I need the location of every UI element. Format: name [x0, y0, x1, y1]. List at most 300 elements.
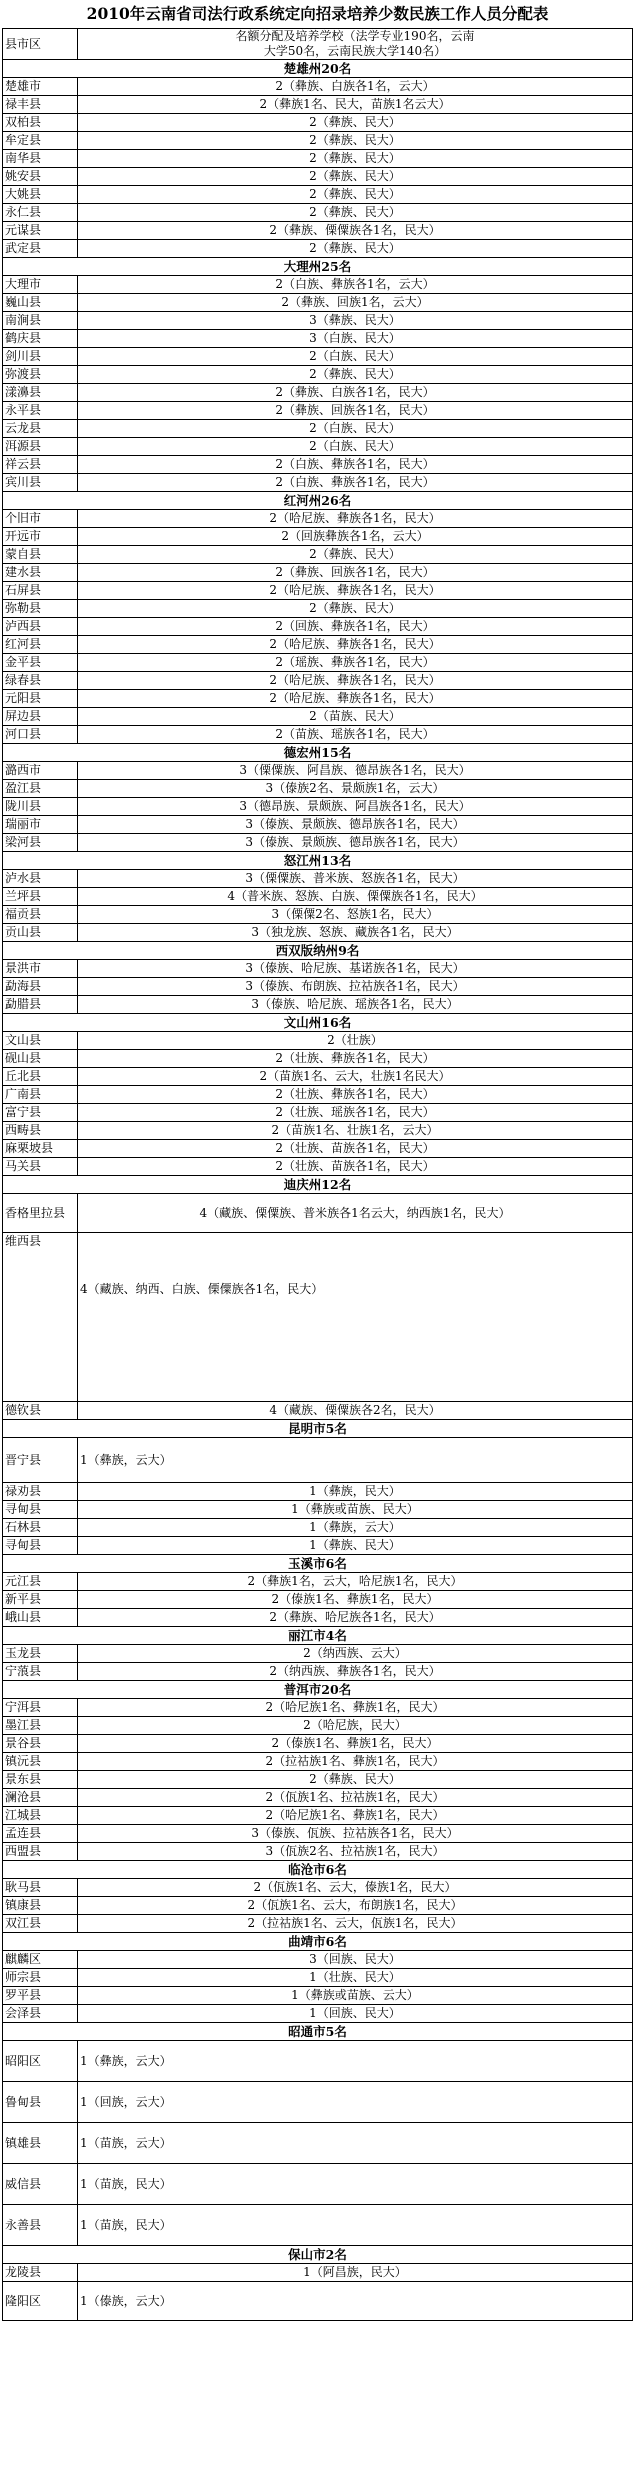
- county-cell: 勐海县: [3, 978, 78, 996]
- county-cell: 新平县: [3, 1591, 78, 1609]
- allocation-cell: 2（彝族、回族1名，云大）: [78, 294, 633, 312]
- table-row: [3, 1753, 633, 1771]
- table-row: [3, 2005, 633, 2023]
- table-row: [3, 438, 633, 456]
- section-title: 普洱市20名: [3, 1681, 633, 1699]
- allocation-cell: 1（彝族，云大）: [78, 2041, 633, 2082]
- county-cell: 盈江县: [3, 780, 78, 798]
- table-row: [3, 996, 633, 1014]
- table-row: [3, 654, 633, 672]
- table-row: [3, 1233, 633, 1402]
- table-row: [3, 1609, 633, 1627]
- allocation-table: [2, 28, 633, 2321]
- allocation-cell: 2（哈尼族、彝族各1名，民大）: [78, 582, 633, 600]
- table-row: [3, 78, 633, 96]
- table-row: [3, 1735, 633, 1753]
- table-row: [3, 618, 633, 636]
- allocation-cell: 2（苗族、民大）: [78, 708, 633, 726]
- allocation-cell: 3（独龙族、怒族、藏族各1名，民大）: [78, 924, 633, 942]
- table-row: [3, 546, 633, 564]
- allocation-cell: 2（壮族、苗族各1名，民大）: [78, 1140, 633, 1158]
- allocation-cell: 3（佤族2名、拉祜族1名，民大）: [78, 1843, 633, 1861]
- table-row: [3, 1122, 633, 1140]
- county-cell: 双柏县: [3, 114, 78, 132]
- table-row: [3, 1438, 633, 1483]
- page-title: 2010年云南省司法行政系统定向招录培养少数民族工作人员分配表: [86, 4, 549, 23]
- header-allocation-line1: 名额分配及培养学校（法学专业190名，云南: [235, 29, 475, 43]
- allocation-cell: 3（回族、民大）: [78, 1951, 633, 1969]
- county-cell: 洱源县: [3, 438, 78, 456]
- allocation-cell: 2（彝族1名，云大，哈尼族1名，民大）: [78, 1573, 633, 1591]
- table-row: [3, 348, 633, 366]
- allocation-cell: 1（彝族，云大）: [78, 1519, 633, 1537]
- county-cell: 孟连县: [3, 1825, 78, 1843]
- section-title: 昭通市5名: [3, 2023, 633, 2041]
- county-cell: 祥云县: [3, 456, 78, 474]
- table-row: [3, 924, 633, 942]
- table-row: [3, 1402, 633, 1420]
- section-header-row: [3, 1014, 633, 1032]
- allocation-cell: 1（傣族，云大）: [78, 2282, 633, 2321]
- county-cell: 屏边县: [3, 708, 78, 726]
- county-cell: 泸西县: [3, 618, 78, 636]
- county-cell: 绿春县: [3, 672, 78, 690]
- county-cell: 楚雄市: [3, 78, 78, 96]
- section-header-row: [3, 2246, 633, 2264]
- allocation-cell: 2（壮族、瑶族各1名，民大）: [78, 1104, 633, 1122]
- table-row: [3, 312, 633, 330]
- county-cell: 大姚县: [3, 186, 78, 204]
- allocation-cell: 2（彝族、白族各1名，云大）: [78, 78, 633, 96]
- allocation-cell: 2（壮族）: [78, 1032, 633, 1050]
- table-row: [3, 1789, 633, 1807]
- table-row: [3, 1987, 633, 2005]
- table-row: [3, 708, 633, 726]
- county-cell: 石屏县: [3, 582, 78, 600]
- table-row: [3, 2123, 633, 2164]
- county-cell: 红河县: [3, 636, 78, 654]
- county-cell: 漾濞县: [3, 384, 78, 402]
- allocation-cell: 2（哈尼族、彝族各1名，民大）: [78, 636, 633, 654]
- section-title: 玉溪市6名: [3, 1555, 633, 1573]
- table-row: [3, 1050, 633, 1068]
- table-row: [3, 600, 633, 618]
- allocation-cell: 3（傈僳族、阿昌族、德昂族各1名，民大）: [78, 762, 633, 780]
- section-title: 昆明市5名: [3, 1420, 633, 1438]
- section-title: 迪庆州12名: [3, 1176, 633, 1194]
- county-cell: 宁蒗县: [3, 1663, 78, 1681]
- county-cell: 玉龙县: [3, 1645, 78, 1663]
- allocation-cell: 2（彝族、民大）: [78, 132, 633, 150]
- table-row: [3, 150, 633, 168]
- section-header-row: [3, 1627, 633, 1645]
- table-row: [3, 1879, 633, 1897]
- table-row: [3, 1807, 633, 1825]
- county-cell: 威信县: [3, 2164, 78, 2205]
- section-title: 德宏州15名: [3, 744, 633, 762]
- header-allocation-line2: 大学50名，云南民族大学140名）: [263, 44, 447, 58]
- county-cell: 贡山县: [3, 924, 78, 942]
- table-row: [3, 1068, 633, 1086]
- table-row: [3, 1591, 633, 1609]
- table-row: [3, 564, 633, 582]
- table-row: [3, 1645, 633, 1663]
- county-cell: 寻甸县: [3, 1501, 78, 1519]
- table-row: [3, 114, 633, 132]
- allocation-cell: 3（傈僳2名、怒族1名，民大）: [78, 906, 633, 924]
- allocation-cell: 1（彝族、民大）: [78, 1537, 633, 1555]
- allocation-cell: 2（苗族、瑶族各1名，民大）: [78, 726, 633, 744]
- county-cell: 元江县: [3, 1573, 78, 1591]
- allocation-cell: 2（哈尼族1名、彝族1名，民大）: [78, 1699, 633, 1717]
- allocation-cell: 2（白族、彝族各1名，民大）: [78, 456, 633, 474]
- table-row: [3, 726, 633, 744]
- county-cell: 耿马县: [3, 1879, 78, 1897]
- allocation-table-body: [3, 29, 633, 2321]
- allocation-cell: 3（傣族、哈尼族、瑶族各1名，民大）: [78, 996, 633, 1014]
- allocation-cell: 2（佤族1名、拉祜族1名，民大）: [78, 1789, 633, 1807]
- table-row: [3, 420, 633, 438]
- allocation-cell: 1（阿昌族，民大）: [78, 2264, 633, 2282]
- allocation-cell: 1（彝族或苗族、民大）: [78, 1501, 633, 1519]
- allocation-cell: 2（白族、民大）: [78, 348, 633, 366]
- county-cell: 镇雄县: [3, 2123, 78, 2164]
- allocation-cell: 2（彝族、民大）: [78, 600, 633, 618]
- county-cell: 罗平县: [3, 1987, 78, 2005]
- allocation-cell: 2（彝族、白族各1名，民大）: [78, 384, 633, 402]
- section-header-row: [3, 942, 633, 960]
- table-row: [3, 528, 633, 546]
- allocation-cell: 2（纳西族、云大）: [78, 1645, 633, 1663]
- allocation-cell: 3（傣族、佤族、拉祜族各1名，民大）: [78, 1825, 633, 1843]
- table-row: [3, 1158, 633, 1176]
- county-cell: 德钦县: [3, 1402, 78, 1420]
- section-header-row: [3, 852, 633, 870]
- allocation-cell: 1（苗族，民大）: [78, 2205, 633, 2246]
- county-cell: 砚山县: [3, 1050, 78, 1068]
- section-header-row: [3, 744, 633, 762]
- section-title: 曲靖市6名: [3, 1933, 633, 1951]
- allocation-cell: 3（傣族、哈尼族、基诺族各1名，民大）: [78, 960, 633, 978]
- allocation-cell: 4（藏族、傈僳族、普米族各1名云大，纳西族1名，民大）: [78, 1194, 633, 1233]
- allocation-cell: 2（苗族1名、壮族1名，云大）: [78, 1122, 633, 1140]
- allocation-cell: 2（白族、民大）: [78, 420, 633, 438]
- allocation-cell: 2（彝族、哈尼族各1名，民大）: [78, 1609, 633, 1627]
- county-cell: 江城县: [3, 1807, 78, 1825]
- section-title: 楚雄州20名: [3, 60, 633, 78]
- allocation-cell: 4（普米族、怒族、白族、傈僳族各1名，民大）: [78, 888, 633, 906]
- county-cell: 南华县: [3, 150, 78, 168]
- section-title: 怒江州13名: [3, 852, 633, 870]
- table-row: [3, 276, 633, 294]
- county-cell: 梁河县: [3, 834, 78, 852]
- section-title: 红河州26名: [3, 492, 633, 510]
- county-cell: 宁洱县: [3, 1699, 78, 1717]
- table-row: [3, 1825, 633, 1843]
- table-row: [3, 870, 633, 888]
- allocation-cell: 3（傣族2名、景颇族1名，云大）: [78, 780, 633, 798]
- county-cell: 姚安县: [3, 168, 78, 186]
- county-cell: 大理市: [3, 276, 78, 294]
- county-cell: 禄丰县: [3, 96, 78, 114]
- table-row: [3, 204, 633, 222]
- county-cell: 勐腊县: [3, 996, 78, 1014]
- table-row: [3, 762, 633, 780]
- allocation-cell: 1（壮族、民大）: [78, 1969, 633, 1987]
- allocation-cell: 2（回族彝族各1名，云大）: [78, 528, 633, 546]
- table-row: [3, 834, 633, 852]
- table-row: [3, 2205, 633, 2246]
- section-title: 文山州16名: [3, 1014, 633, 1032]
- allocation-cell: 2（彝族、民大）: [78, 186, 633, 204]
- county-cell: 会泽县: [3, 2005, 78, 2023]
- table-row: [3, 330, 633, 348]
- allocation-cell: 2（拉祜族1名、彝族1名，民大）: [78, 1753, 633, 1771]
- allocation-cell: 2（傣族1名、彝族1名，民大）: [78, 1591, 633, 1609]
- table-row: [3, 294, 633, 312]
- county-cell: 宾川县: [3, 474, 78, 492]
- allocation-cell: 2（哈尼族、彝族各1名，民大）: [78, 672, 633, 690]
- county-cell: 永仁县: [3, 204, 78, 222]
- table-row: [3, 1194, 633, 1233]
- county-cell: 西盟县: [3, 1843, 78, 1861]
- allocation-cell: 2（壮族、苗族各1名，民大）: [78, 1158, 633, 1176]
- section-header-row: [3, 1933, 633, 1951]
- header-county: 县市区: [3, 29, 78, 60]
- county-cell: 剑川县: [3, 348, 78, 366]
- allocation-cell: 2（彝族、回族各1名，民大）: [78, 402, 633, 420]
- allocation-cell: 1（回族，云大）: [78, 2082, 633, 2123]
- table-row: [3, 1104, 633, 1122]
- section-header-row: [3, 1420, 633, 1438]
- allocation-cell: 2（纳西族、彝族各1名，民大）: [78, 1663, 633, 1681]
- allocation-cell: 2（哈尼族，民大）: [78, 1717, 633, 1735]
- county-cell: 维西县: [3, 1233, 78, 1402]
- county-cell: 景谷县: [3, 1735, 78, 1753]
- table-row: [3, 1519, 633, 1537]
- table-row: [3, 1663, 633, 1681]
- allocation-cell: 2（哈尼族、彝族各1名，民大）: [78, 510, 633, 528]
- allocation-cell: 3（白族、民大）: [78, 330, 633, 348]
- table-row: [3, 2082, 633, 2123]
- county-cell: 景东县: [3, 1771, 78, 1789]
- section-header-row: [3, 1861, 633, 1879]
- table-row: [3, 2264, 633, 2282]
- allocation-cell: 2（回族、彝族各1名，民大）: [78, 618, 633, 636]
- county-cell: 元阳县: [3, 690, 78, 708]
- county-cell: 石林县: [3, 1519, 78, 1537]
- county-cell: 金平县: [3, 654, 78, 672]
- table-row: [3, 132, 633, 150]
- county-cell: 永平县: [3, 402, 78, 420]
- table-row: [3, 1969, 633, 1987]
- allocation-cell: 2（彝族、民大）: [78, 546, 633, 564]
- table-row: [3, 582, 633, 600]
- county-cell: 蒙自县: [3, 546, 78, 564]
- table-row: [3, 1140, 633, 1158]
- allocation-cell: 2（彝族、民大）: [78, 366, 633, 384]
- table-row: [3, 168, 633, 186]
- table-row: [3, 1843, 633, 1861]
- county-cell: 丘北县: [3, 1068, 78, 1086]
- county-cell: 晋宁县: [3, 1438, 78, 1483]
- county-cell: 龙陵县: [3, 2264, 78, 2282]
- county-cell: 武定县: [3, 240, 78, 258]
- table-row: [3, 888, 633, 906]
- table-row: [3, 780, 633, 798]
- county-cell: 云龙县: [3, 420, 78, 438]
- county-cell: 西畴县: [3, 1122, 78, 1140]
- allocation-cell: 2（彝族、民大）: [78, 168, 633, 186]
- table-row: [3, 1573, 633, 1591]
- section-header-row: [3, 1176, 633, 1194]
- county-cell: 弥勒县: [3, 600, 78, 618]
- table-row: [3, 798, 633, 816]
- table-row: [3, 510, 633, 528]
- allocation-cell: 2（彝族、民大）: [78, 150, 633, 168]
- table-row: [3, 402, 633, 420]
- allocation-cell: 2（壮族、彝族各1名，民大）: [78, 1050, 633, 1068]
- allocation-cell: 3（傣族、景颇族、德昂族各1名，民大）: [78, 816, 633, 834]
- county-cell: 昭阳区: [3, 2041, 78, 2082]
- county-cell: 禄劝县: [3, 1483, 78, 1501]
- county-cell: 鹤庆县: [3, 330, 78, 348]
- table-row: [3, 1951, 633, 1969]
- county-cell: 双江县: [3, 1915, 78, 1933]
- allocation-cell: 2（佤族1名、云大，布朗族1名，民大）: [78, 1897, 633, 1915]
- table-row: [3, 906, 633, 924]
- county-cell: 广南县: [3, 1086, 78, 1104]
- table-row: [3, 690, 633, 708]
- section-header-row: [3, 1555, 633, 1573]
- table-row: [3, 960, 633, 978]
- section-header-row: [3, 492, 633, 510]
- allocation-cell: 1（彝族或苗族、云大）: [78, 1987, 633, 2005]
- section-title: 大理州25名: [3, 258, 633, 276]
- table-row: [3, 1699, 633, 1717]
- county-cell: 镇沅县: [3, 1753, 78, 1771]
- allocation-cell: 1（彝族，云大）: [78, 1438, 633, 1483]
- section-title: 丽江市4名: [3, 1627, 633, 1645]
- allocation-cell: 1（回族、民大）: [78, 2005, 633, 2023]
- allocation-cell: 2（白族、民大）: [78, 438, 633, 456]
- table-row: [3, 240, 633, 258]
- county-cell: 马关县: [3, 1158, 78, 1176]
- county-cell: 寻甸县: [3, 1537, 78, 1555]
- county-cell: 峨山县: [3, 1609, 78, 1627]
- table-row: [3, 2164, 633, 2205]
- county-cell: 开远市: [3, 528, 78, 546]
- allocation-cell: 3（德昂族、景颇族、阿昌族各1名，民大）: [78, 798, 633, 816]
- allocation-cell: 2（彝族、民大）: [78, 114, 633, 132]
- table-row: [3, 816, 633, 834]
- section-header-row: [3, 1681, 633, 1699]
- county-cell: 泸水县: [3, 870, 78, 888]
- allocation-cell: 2（彝族、民大）: [78, 240, 633, 258]
- county-cell: 墨江县: [3, 1717, 78, 1735]
- table-row: [3, 474, 633, 492]
- section-header-row: [3, 2023, 633, 2041]
- county-cell: 镇康县: [3, 1897, 78, 1915]
- table-row: [3, 1915, 633, 1933]
- county-cell: 福贡县: [3, 906, 78, 924]
- county-cell: 南涧县: [3, 312, 78, 330]
- county-cell: 元谋县: [3, 222, 78, 240]
- table-row: [3, 2041, 633, 2082]
- county-cell: 潞西市: [3, 762, 78, 780]
- table-row: [3, 222, 633, 240]
- allocation-cell: 1（苗族，民大）: [78, 2164, 633, 2205]
- table-row: [3, 1086, 633, 1104]
- table-row: [3, 1771, 633, 1789]
- allocation-cell: 2（彝族、回族各1名，民大）: [78, 564, 633, 582]
- allocation-cell: 4（藏族、纳西、白族、傈僳族各1名，民大）: [78, 1233, 633, 1402]
- section-title: 临沧市6名: [3, 1861, 633, 1879]
- allocation-cell: 1（彝族，民大）: [78, 1483, 633, 1501]
- allocation-cell: 2（白族、彝族各1名，民大）: [78, 474, 633, 492]
- county-cell: 巍山县: [3, 294, 78, 312]
- table-row: [3, 1501, 633, 1519]
- allocation-cell: 2（哈尼族1名、彝族1名，民大）: [78, 1807, 633, 1825]
- section-title: 保山市2名: [3, 2246, 633, 2264]
- allocation-cell: 2（苗族1名、云大，壮族1名民大）: [78, 1068, 633, 1086]
- county-cell: 富宁县: [3, 1104, 78, 1122]
- county-cell: 澜沧县: [3, 1789, 78, 1807]
- county-cell: 麻栗坡县: [3, 1140, 78, 1158]
- county-cell: 香格里拉县: [3, 1194, 78, 1233]
- table-row: [3, 672, 633, 690]
- county-cell: 永善县: [3, 2205, 78, 2246]
- allocation-cell: 3（傣族、布朗族、拉祜族各1名，民大）: [78, 978, 633, 996]
- allocation-cell: 4（藏族、傈僳族各2名，民大）: [78, 1402, 633, 1420]
- allocation-cell: 2（壮族、彝族各1名，民大）: [78, 1086, 633, 1104]
- allocation-cell: 2（瑶族、彝族各1名，民大）: [78, 654, 633, 672]
- table-row: [3, 186, 633, 204]
- table-row: [3, 2282, 633, 2321]
- county-cell: 文山县: [3, 1032, 78, 1050]
- table-row: [3, 1537, 633, 1555]
- allocation-cell: 2（彝族、傈僳族各1名，民大）: [78, 222, 633, 240]
- county-cell: 景洪市: [3, 960, 78, 978]
- allocation-cell: 2（彝族1名、民大，苗族1名云大）: [78, 96, 633, 114]
- section-header-row: [3, 258, 633, 276]
- county-cell: 个旧市: [3, 510, 78, 528]
- header-row: [3, 29, 633, 60]
- table-row: [3, 1032, 633, 1050]
- county-cell: 隆阳区: [3, 2282, 78, 2321]
- table-row: [3, 636, 633, 654]
- allocation-cell: 2（彝族、民大）: [78, 1771, 633, 1789]
- allocation-cell: 2（拉祜族1名、云大，佤族1名，民大）: [78, 1915, 633, 1933]
- county-cell: 陇川县: [3, 798, 78, 816]
- county-cell: 建水县: [3, 564, 78, 582]
- allocation-cell: 2（白族、彝族各1名，云大）: [78, 276, 633, 294]
- table-row: [3, 1717, 633, 1735]
- allocation-cell: 3（傈僳族、普米族、怒族各1名，民大）: [78, 870, 633, 888]
- table-row: [3, 456, 633, 474]
- allocation-cell: 2（彝族、民大）: [78, 204, 633, 222]
- county-cell: 麒麟区: [3, 1951, 78, 1969]
- county-cell: 河口县: [3, 726, 78, 744]
- section-title: 西双版纳州9名: [3, 942, 633, 960]
- allocation-cell: 2（哈尼族、彝族各1名，民大）: [78, 690, 633, 708]
- allocation-cell: 2（傣族1名、彝族1名，民大）: [78, 1735, 633, 1753]
- county-cell: 师宗县: [3, 1969, 78, 1987]
- section-header-row: [3, 60, 633, 78]
- allocation-cell: 3（彝族、民大）: [78, 312, 633, 330]
- county-cell: 兰坪县: [3, 888, 78, 906]
- table-row: [3, 96, 633, 114]
